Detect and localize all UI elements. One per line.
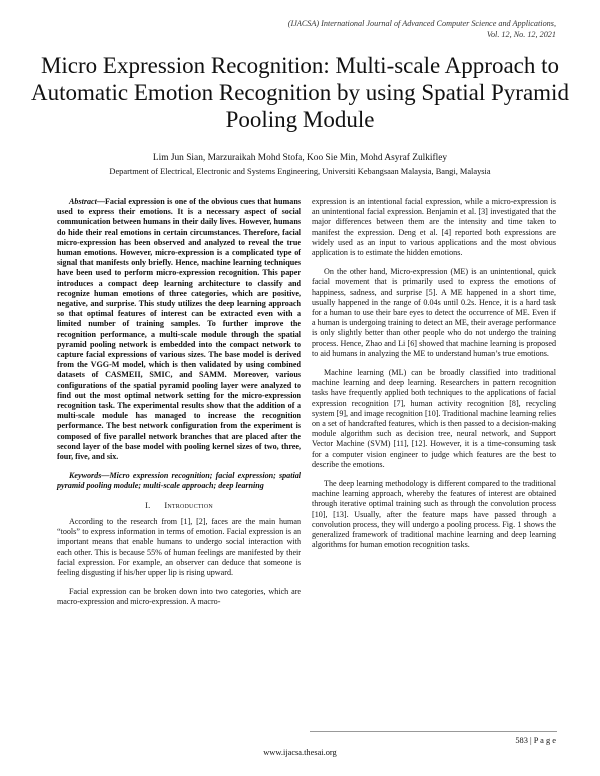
paragraph: The deep learning methodology is different compared to the traditional machine learning approach, whereby the features of interest are obtained through iterative optimal training such as through the convolution process [10], [13]. Usually, after the feature maps have passed through a convolution process, they will undergo a pooling process. Fig. 1 shows the generalized framework of traditional machine learning and deep learning algorithms for human emotion recognition tasks.: [312, 479, 556, 550]
journal-name: (IJACSA) International Journal of Advanced Computer Science and Applications,: [287, 19, 556, 28]
section-number: I.: [145, 500, 151, 510]
paragraph: Machine learning (ML) can be broadly classified into traditional machine learning and deep learning. Researchers in pattern recognition tasks have frequently applied both techniques to the applications of facial expression recognition [7], human activity recognition [8], recycling system [9], and image recognition [10]. Traditional machine learning relies on a set of handcrafted features, which is then passed to a decision-making module algorithm such as decision tree, neural network, and Support Vector Machine (SVM) [11], [12]. However, it is a time-consuming task for a computer vision engineer to judge which features are the best to describe the emotions.: [312, 368, 556, 469]
abstract: [57, 197, 301, 462]
paragraph: On the other hand, Micro-expression (ME) is an unintentional, quick facial movement that is primarily used to express the emotions of happiness, sadness, and surprise [5]. A ME happened in a short time, usually happened in the range of 0.04s until 0.2s. Hence, it is a hard task for a human to use their bare eyes to detect the occurrence of ME. Even if a human is undergoing training to detect an ME, their average performance is only slightly better than other people who do not undergo the training process. Hence, Zhao and Li [6] showed that machine learning is proposed to aid humans in analyzing the ME to understand human’s true emotions.: [312, 267, 556, 358]
keywords: Keywords—Micro expression recognition; facial expression; spatial pyramid pooling module; multi-scale approach; deep learning: [57, 471, 301, 491]
abstract-text: —Facial expression is one of the obvious cues that humans used to express their emotions. It is a necessary aspect of social communication between humans in their daily lives. However, humans do hide their real emotions in certain circumstances. Therefore, facial micro-expression has been observed and analyzed to reveal the true human emotions. However, micro-expression is a complicated type of signal that manifests only briefly. Hence, machine learning techniques have been used to perform micro-expression recognition. This paper introduces a compact deep learning architecture to classify and recognize human emotions of three categories, which are positive, negative, and surprise. This study utilizes the deep learning approach so that optimal features of interest can be extracted even with a limited number of training samples. To further improve the recognition performance, a multi-scale module through the spatial pyramid pooling network is embedded into the compact network to capture facial expressions of various sizes. The base model is derived from the VGG-M model, which is then validated by using combined datasets of CASMEII, SMIC, and SAMM. Moreover, various configurations of the spatial pyramid pooling layer were analyzed to find out the most optimal network setting for the micro-expression recognition task. The experimental results show that the addition of a multi-scale module has managed to increase the recognition performance. The best network configuration from the experiment is composed of five parallel network branches that are placed after the second layer of the base model with pooling kernel sizes of two, three, four, five, and six.: [57, 197, 301, 462]
paragraph: expression is an intentional facial expression, while a micro-expression is an unintentional facial expression. Benjamin et al. [3] investigated that the major differences between them are the intensity and time taken to manifest the expression. Deng et al. [4] reported both expressions are widely used as an input to various applications and the most obvious application is to estimate the hidden emotions.: [312, 197, 556, 258]
section-heading: [57, 501, 301, 511]
journal-volume: Vol. 12, No. 12, 2021: [486, 30, 556, 39]
paper-title: Micro Expression Recognition: Multi-scale Approach to Automatic Emotion Recognition by using Spatial Pyramid Pooling Module: [31, 53, 569, 132]
left-column: [57, 197, 301, 617]
journal-header: [288, 18, 556, 40]
page-number: 583 | P a g e: [515, 736, 556, 745]
affiliation: Department of Electrical, Electronic and Systems Engineering, Universiti Kebangsaan Malaysia, Bangi, Malaysia: [109, 167, 491, 176]
author-list: Lim Jun Sian, Marzuraikah Mohd Stofa, Koo Sie Min, Mohd Asyraf Zulkifley: [152, 153, 448, 163]
paragraph: Facial expression can be broken down into two categories, which are macro-expression and micro-expression. A macro-: [57, 587, 301, 607]
journal-url: www.ijacsa.thesai.org: [263, 748, 337, 757]
section-title: Introduction: [164, 500, 213, 510]
footer-divider: [310, 731, 557, 732]
right-column: [312, 197, 556, 560]
abstract-label: Abstract: [69, 197, 97, 206]
paragraph: According to the research from [1], [2], faces are the main human “tools” to express information in terms of emotion. Facial expression is an important means that enable humans to undergo social interaction with each other. This is because 55% of human feelings are manifested by their facial expression. For example, an observer can deduce that someone is feeling disgusting if his/her upper lip is rising upward.: [57, 516, 301, 577]
